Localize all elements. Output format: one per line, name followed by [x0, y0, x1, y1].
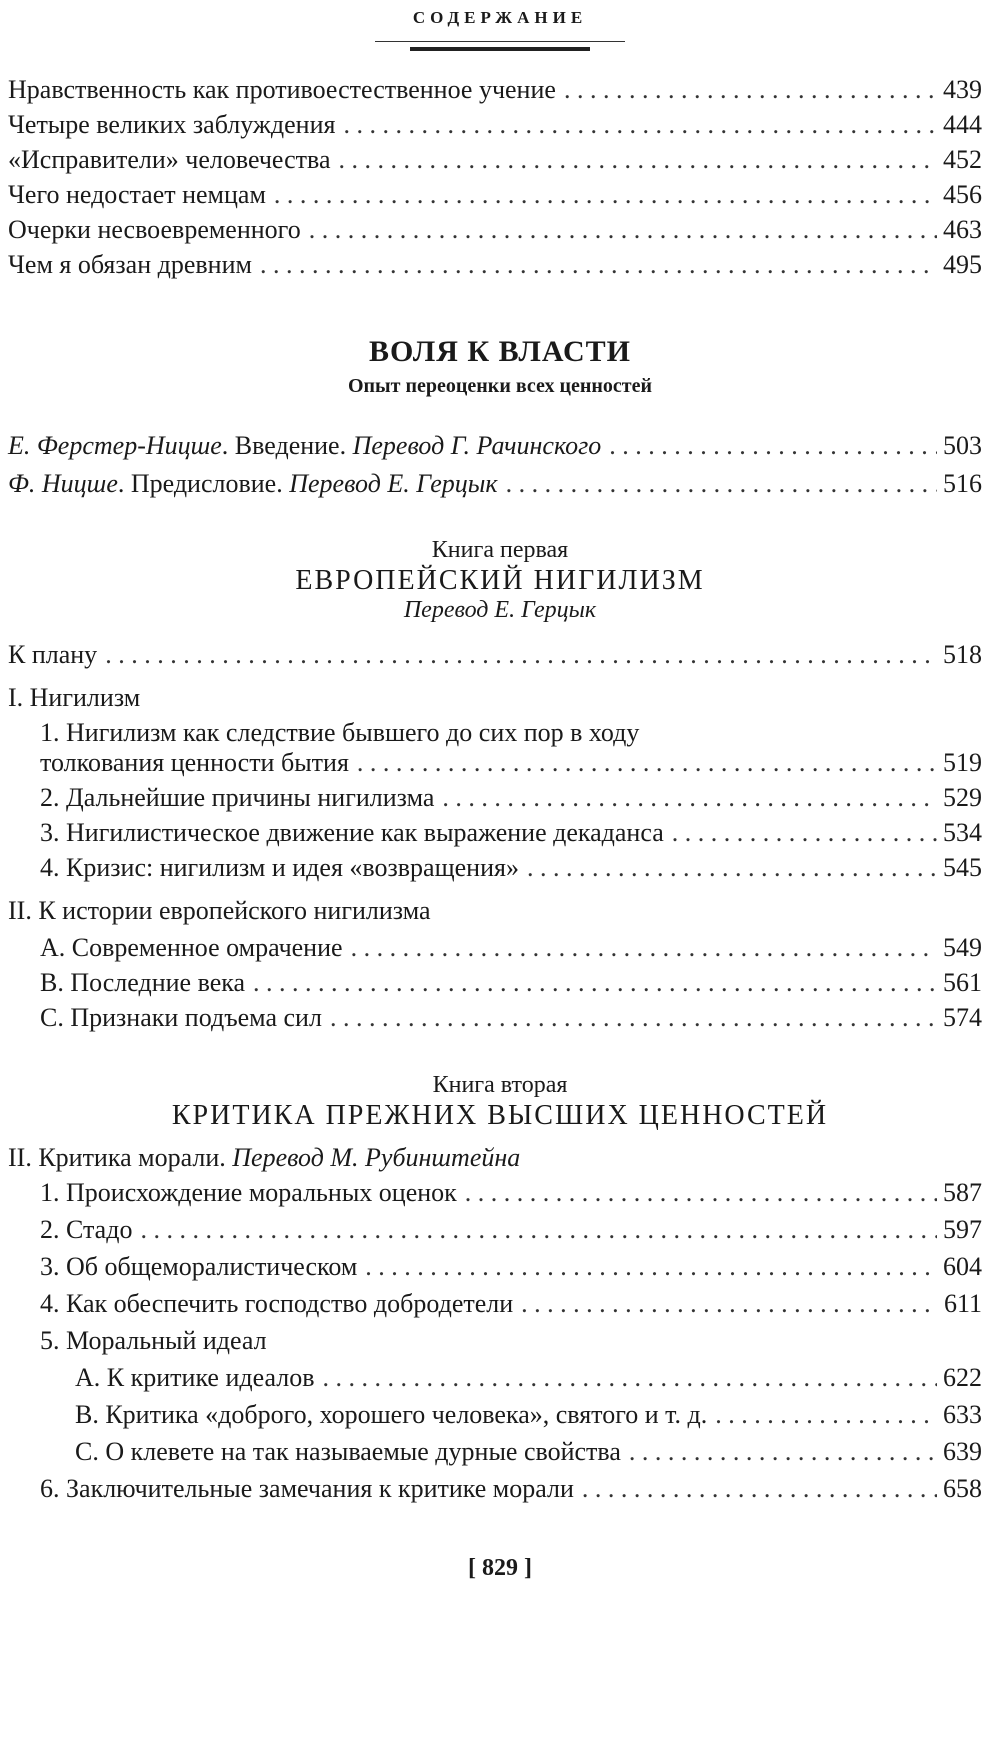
toc-entry[interactable]	[40, 965, 982, 1001]
toc-entry-title: Чего недостает немцам	[8, 180, 266, 209]
toc-entry-page: 456	[943, 180, 982, 209]
toc-entry[interactable]	[8, 637, 982, 673]
toc-entry-title: Четыре великих заблуждения	[8, 110, 336, 139]
dot-leader	[357, 745, 937, 781]
translator-name: Перевод М. Рубинштейна	[232, 1143, 521, 1172]
dot-leader	[343, 107, 937, 143]
toc-entry-title: A. Современное омрачение	[40, 933, 343, 962]
toc-entry-page: 549	[943, 933, 982, 962]
toc-entry-page: 658	[943, 1474, 982, 1503]
part-heading[interactable]	[8, 1140, 520, 1176]
toc-entry-title: C. Признаки подъема сил	[40, 1003, 322, 1032]
dot-leader	[564, 72, 937, 108]
toc-entry-title: 2. Стадо	[40, 1215, 133, 1244]
toc-entry-title: толкования ценности бытия	[40, 748, 349, 777]
toc-entry-page: 516	[943, 469, 982, 498]
dot-leader	[253, 965, 937, 1001]
toc-entry[interactable]	[40, 745, 982, 781]
toc-entry[interactable]	[75, 1434, 982, 1470]
toc-entry[interactable]	[8, 72, 982, 108]
subsection-heading[interactable]: 5. Моральный идеал	[40, 1326, 267, 1355]
toc-entry-page: 574	[943, 1003, 982, 1032]
page-number: [ 829 ]	[468, 1555, 532, 1581]
section-name: Предисловие.	[130, 469, 290, 498]
dot-leader	[339, 142, 938, 178]
header-rule-thin	[375, 41, 625, 42]
dot-leader	[330, 1000, 937, 1036]
section-name: Введение.	[234, 431, 353, 460]
toc-entry[interactable]	[40, 850, 982, 886]
work-subtitle: Опыт переоценки всех ценностей	[347, 375, 653, 397]
toc-entry-page: 633	[943, 1400, 982, 1429]
toc-entry-page: 503	[943, 431, 982, 460]
toc-entry-title: Нравственность как противоестественное учение	[8, 75, 556, 104]
dot-leader	[260, 247, 937, 283]
toc-entry[interactable]	[8, 177, 982, 213]
header-rule-thick	[410, 47, 590, 51]
translator-name: Перевод Е. Герцык	[289, 469, 498, 498]
dot-leader	[322, 1360, 937, 1396]
toc-entry-page: 534	[943, 818, 982, 847]
dot-leader	[506, 466, 937, 502]
toc-entry-title: 1. Происхождение моральных оценок	[40, 1178, 457, 1207]
running-head: СОДЕРЖАНИЕ	[412, 8, 588, 27]
toc-entry[interactable]	[40, 780, 982, 816]
toc-entry[interactable]	[40, 815, 982, 851]
toc-entry-title: «Исправители» человечества	[8, 145, 331, 174]
toc-entry[interactable]	[75, 1397, 982, 1433]
dot-leader	[140, 1212, 937, 1248]
dot-leader	[365, 1249, 937, 1285]
toc-entry-page: 611	[943, 1289, 982, 1318]
dot-leader	[672, 815, 937, 851]
toc-entry[interactable]	[8, 107, 982, 143]
part-heading[interactable]: II. К истории европейского нигилизма	[8, 896, 431, 925]
toc-entry-page: 519	[943, 748, 982, 777]
dot-leader	[105, 637, 937, 673]
dot-leader	[715, 1397, 937, 1433]
toc-entry-title: B. Последние века	[40, 968, 246, 997]
toc-entry-page: 439	[943, 75, 982, 104]
toc-entry-title	[8, 466, 498, 502]
work-title: ВОЛЯ К ВЛАСТИ	[368, 335, 632, 368]
toc-entry[interactable]	[40, 930, 982, 966]
toc-entry-page: 587	[943, 1178, 982, 1207]
dot-leader	[309, 212, 937, 248]
toc-entry[interactable]	[40, 1286, 982, 1322]
toc-entry-page: 518	[943, 640, 982, 669]
toc-entry-page: 604	[943, 1252, 982, 1281]
author-name: Ф. Ницше	[8, 469, 118, 498]
separator: .	[117, 469, 131, 498]
toc-entry-title: 3. Об общеморалистическом	[40, 1252, 358, 1281]
toc-entry-title: 6. Заключительные замечания к критике морали	[40, 1474, 574, 1503]
toc-entry-title: К плану	[8, 640, 98, 669]
toc-entry-title: C. О клевете на так называемые дурные свойства	[75, 1437, 621, 1466]
toc-entry-page: 622	[943, 1363, 982, 1392]
toc-entry[interactable]	[40, 1249, 982, 1285]
toc-entry-title	[8, 428, 601, 464]
toc-entry[interactable]	[8, 428, 982, 464]
dot-leader	[609, 428, 937, 464]
toc-entry-page: 529	[943, 783, 982, 812]
toc-entry-page: 545	[943, 853, 982, 882]
dot-leader	[521, 1286, 938, 1322]
dot-leader	[465, 1175, 937, 1211]
dot-leader	[351, 930, 937, 966]
part-heading[interactable]: I. Нигилизм	[8, 683, 141, 712]
toc-entry[interactable]	[8, 212, 982, 248]
toc-entry[interactable]	[40, 1000, 982, 1036]
toc-entry-line1[interactable]: 1. Нигилизм как следствие бывшего до сих пор в ходу	[40, 718, 640, 747]
book1-translator: Перевод Е. Герцык	[403, 597, 597, 623]
book2-title: КРИТИКА ПРЕЖНИХ ВЫСШИХ ЦЕННОСТЕЙ	[171, 1100, 829, 1131]
book1-label: Книга первая	[431, 537, 569, 563]
toc-entry-page: 597	[943, 1215, 982, 1244]
toc-entry[interactable]	[40, 1212, 982, 1248]
toc-entry-title: 4. Как обеспечить господство добродетели	[40, 1289, 514, 1318]
book2-label: Книга вторая	[432, 1072, 568, 1098]
toc-entry-title: Очерки несвоевременного	[8, 215, 301, 244]
toc-entry-title: B. Критика «доброго, хорошего человека», святого и т. д.	[75, 1400, 708, 1429]
dot-leader	[582, 1471, 937, 1507]
dot-leader	[442, 780, 937, 816]
toc-entry-page: 452	[943, 145, 982, 174]
dot-leader	[274, 177, 937, 213]
separator: .	[221, 431, 235, 460]
toc-entry-page: 495	[943, 250, 982, 279]
dot-leader	[629, 1434, 937, 1470]
book1-title: ЕВРОПЕЙСКИЙ НИГИЛИЗМ	[295, 565, 705, 596]
part-title: II. Критика морали.	[8, 1143, 233, 1172]
toc-entry[interactable]	[75, 1360, 982, 1396]
translator-name: Перевод Г. Рачинского	[352, 431, 602, 460]
toc-entry[interactable]	[40, 1471, 982, 1507]
toc-entry-title: A. К критике идеалов	[75, 1363, 315, 1392]
author-name: Е. Ферстер-Ницше	[8, 431, 222, 460]
toc-entry-page: 639	[943, 1437, 982, 1466]
dot-leader	[527, 850, 937, 886]
toc-entry-page: 444	[943, 110, 982, 139]
toc-entry[interactable]	[8, 247, 982, 283]
toc-entry-title: 3. Нигилистическое движение как выражение декаданса	[40, 818, 664, 847]
toc-entry[interactable]	[8, 466, 982, 502]
toc-entry[interactable]	[40, 1175, 982, 1211]
toc-entry-page: 463	[943, 215, 982, 244]
toc-entry-page: 561	[943, 968, 982, 997]
toc-entry-title: 4. Кризис: нигилизм и идея «возвращения»	[40, 853, 519, 882]
toc-entry-title: Чем я обязан древним	[8, 250, 252, 279]
toc-entry[interactable]	[8, 142, 982, 178]
toc-entry-title: 2. Дальнейшие причины нигилизма	[40, 783, 435, 812]
